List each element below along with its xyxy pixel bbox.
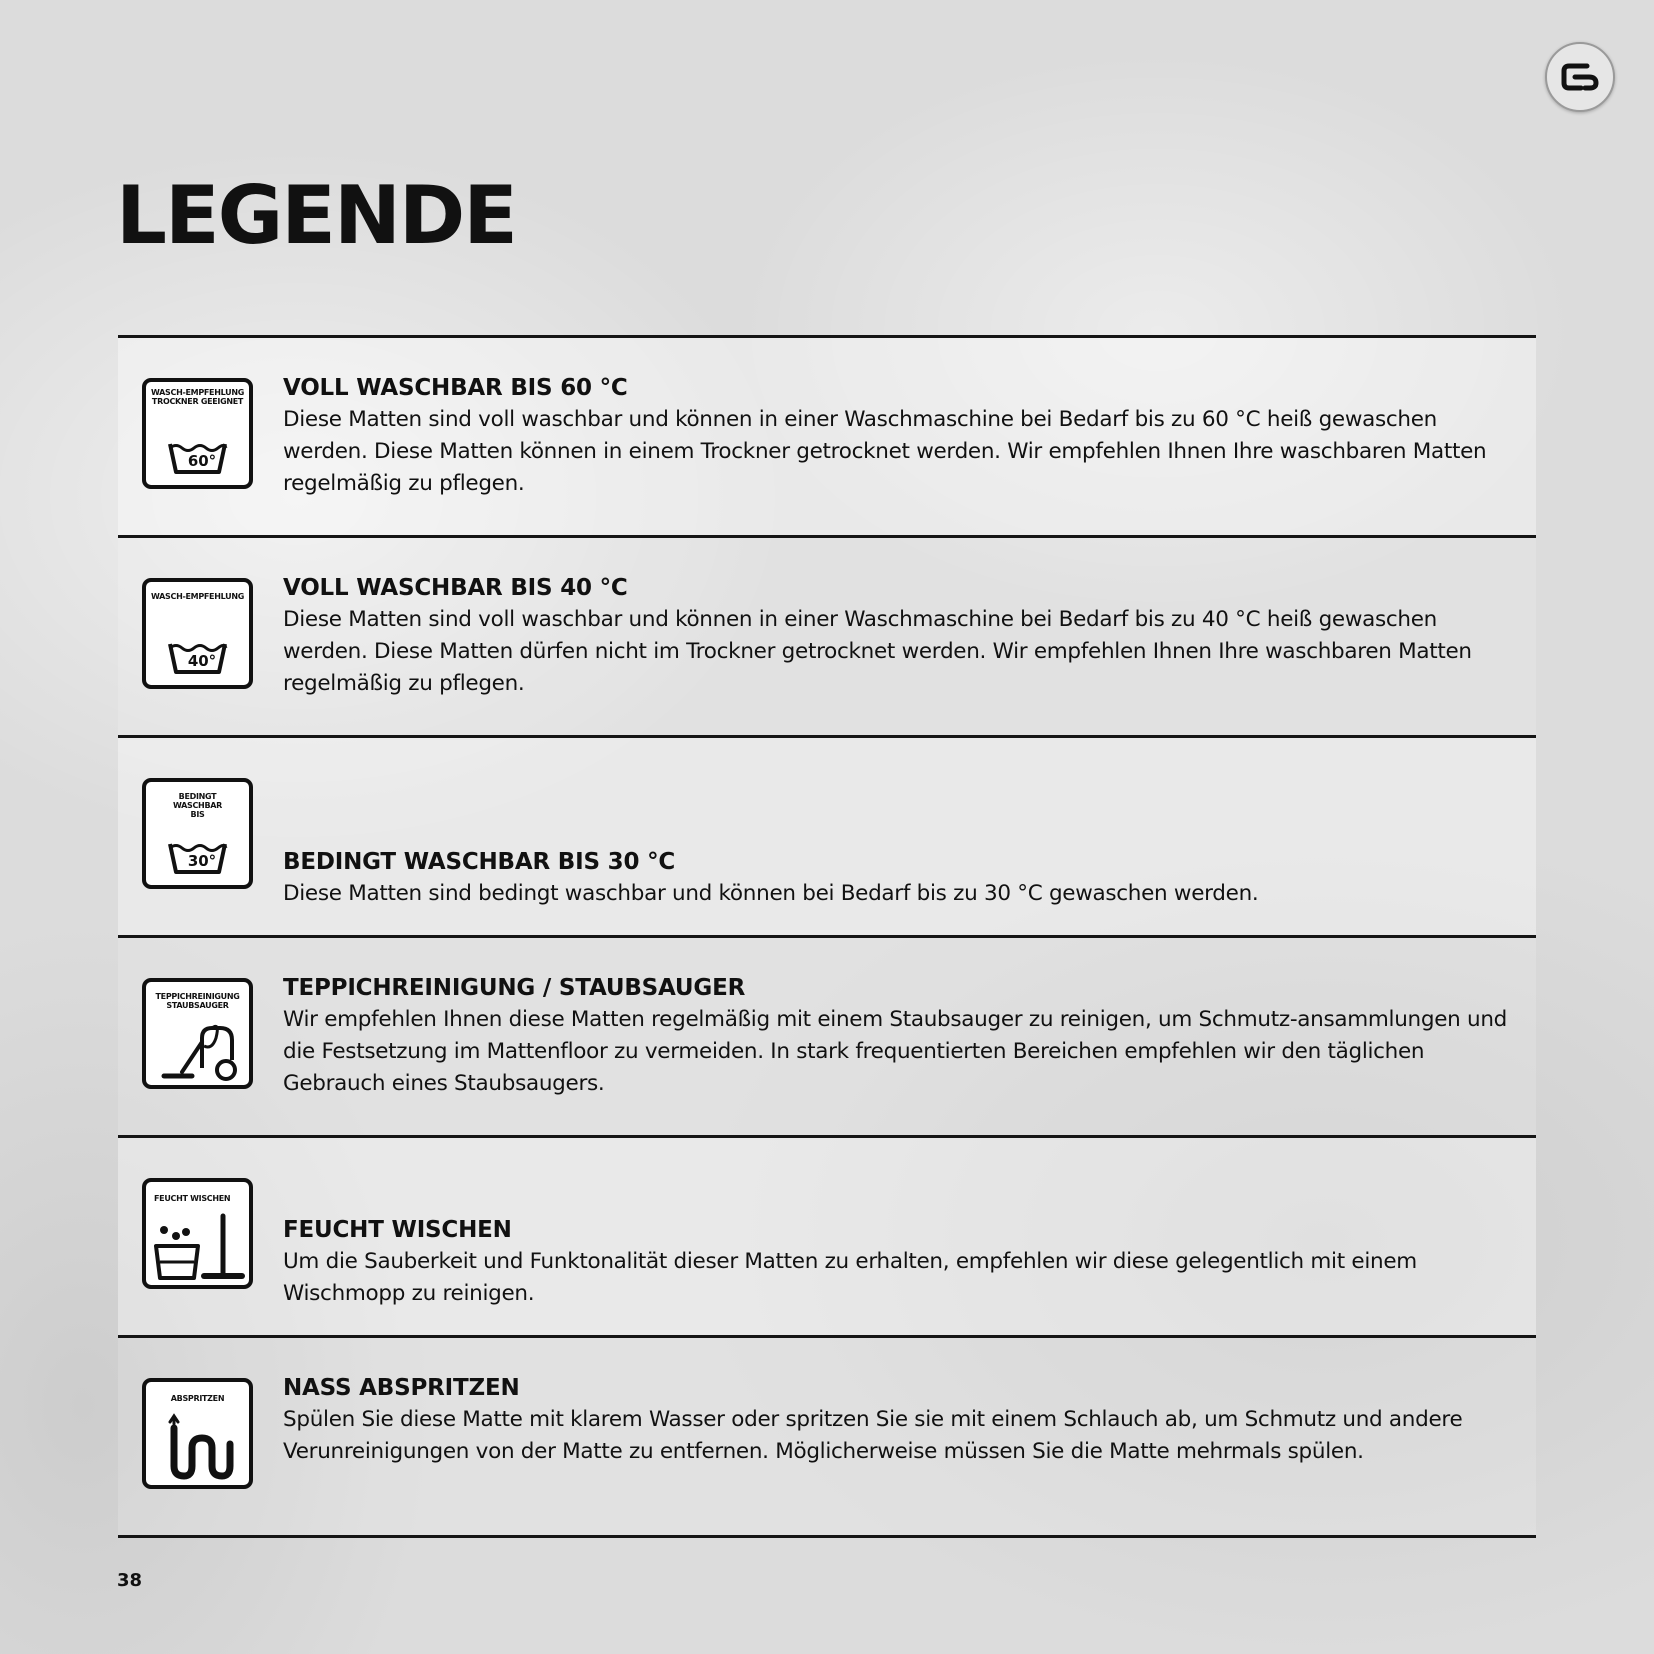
legend-row-vacuum: [118, 938, 1536, 1138]
hose-spray-icon: [142, 1378, 253, 1489]
row-description: Diese Matten sind voll waschbar und können in einer Waschmaschine bei Bedarf bis zu 60 °C heiß gewaschen werden. Diese Matten können in einem Trockner getrocknet werden. Wir empfehlen Ihnen Ihre waschbaren Matten regelmäßig zu pflegen.: [283, 407, 1487, 496]
icon-temp: 60°: [187, 452, 217, 470]
wash-40-icon: [142, 578, 253, 689]
row-title: VOLL WASCHBAR BIS 60 °C: [283, 375, 628, 401]
legend-row-wash-30: [118, 738, 1536, 938]
page-title: LEGENDE: [116, 169, 516, 262]
wash-60-icon: [142, 378, 253, 489]
row-description: Diese Matten sind bedingt waschbar und können bei Bedarf bis zu 30 °C gewaschen werden.: [283, 881, 1259, 906]
row-description: Diese Matten sind voll waschbar und können in einer Waschmaschine bei Bedarf bis zu 40 °C heiß gewaschen werden. Diese Matten dürfen nicht im Trockner getrocknet werden. Wir empfehlen Ihnen Ihre waschbaren Matten regelmäßig zu pflegen.: [283, 607, 1472, 696]
row-text: [283, 1372, 1516, 1512]
row-title: BEDINGT WASCHBAR BIS 30 °C: [283, 849, 676, 875]
icon-label: WASCH-EMPFEHLUNG TROCKNER GEEIGNET: [151, 388, 244, 406]
row-text: [283, 372, 1516, 512]
row-title: VOLL WASCHBAR BIS 40 °C: [283, 575, 628, 601]
row-text: [283, 572, 1516, 712]
icon-label: FEUCHT WISCHEN: [154, 1194, 231, 1203]
wash-30-icon: [142, 778, 253, 889]
legend-row-hose: [118, 1338, 1536, 1538]
row-description: Spülen Sie diese Matte mit klarem Wasser oder spritzen Sie sie mit einem Schlauch ab, um Schmutz und andere Verunreinigungen von der Matte zu entfernen. Möglicherweise müssen Sie die Matte mehrmals spülen.: [283, 1407, 1463, 1464]
page-number: 38: [117, 1570, 143, 1591]
icon-label: ABSPRITZEN: [170, 1394, 225, 1403]
row-text: [283, 972, 1516, 1112]
legend-table: [118, 335, 1536, 1538]
mop-bucket-icon: [142, 1178, 253, 1289]
row-title: TEPPICHREINIGUNG / STAUBSAUGER: [283, 975, 746, 1001]
icon-label: WASCH-EMPFEHLUNG: [151, 592, 244, 601]
row-title: FEUCHT WISCHEN: [283, 1217, 512, 1243]
legend-row-wash-60: [118, 338, 1536, 538]
legend-row-wash-40: [118, 538, 1536, 738]
row-title: NASS ABSPRITZEN: [283, 1375, 520, 1401]
row-description: Um die Sauberkeit und Funktonalität dieser Matten zu erhalten, empfehlen wir diese gelegentlich mit einem Wischmopp zu reinigen.: [283, 1249, 1417, 1306]
icon-temp: 40°: [187, 652, 217, 670]
legend-row-mop: [118, 1138, 1536, 1338]
row-text: [283, 1162, 1516, 1310]
row-description: Wir empfehlen Ihnen diese Matten regelmäßig mit einem Staubsauger zu reinigen, um Schmutz-ansammlungen und die Festsetzung im Mattenfloor zu vermeiden. In stark frequentierten Bereichen empfehlen wir den täglichen Gebrauch eines Staubsaugers.: [283, 1007, 1508, 1096]
icon-label: BEDINGT WASCHBAR BIS: [172, 792, 223, 819]
row-text: [283, 762, 1516, 910]
icon-label: TEPPICHREINIGUNG STAUBSAUGER: [155, 992, 240, 1010]
vacuum-cleaner-icon: [142, 978, 253, 1089]
gd-logo-icon: [1545, 42, 1615, 112]
icon-temp: 30°: [187, 852, 217, 870]
